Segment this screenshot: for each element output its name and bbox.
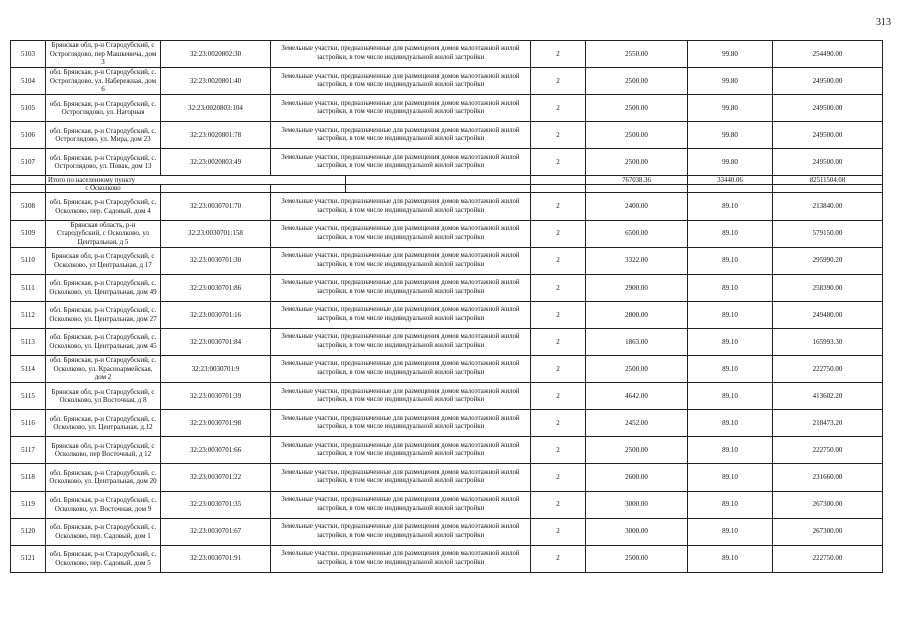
row-number-cell: 5117 <box>11 437 46 464</box>
area-cell: 2452.00 <box>586 410 688 437</box>
cadastral-value-cell: 249500.00 <box>773 68 883 95</box>
cadastral-value-cell: 267300.00 <box>773 518 883 545</box>
cadastral-value-cell: 413602.20 <box>773 383 883 410</box>
settlement-empty-cell <box>586 184 688 193</box>
table-row <box>11 545 883 572</box>
cadastral-number-cell: 32:23:0030701:39 <box>161 383 271 410</box>
row-number-cell: 5119 <box>11 491 46 518</box>
group-cell: 2 <box>531 491 586 518</box>
address-cell: Брянская область, р-н Стародубский, с Осколково, ул Центральная, д 5 <box>46 220 161 247</box>
area-cell: 3000.00 <box>586 518 688 545</box>
cadastral-number-cell: 32:23:0030701:16 <box>161 301 271 328</box>
row-number-cell: 5105 <box>11 95 46 122</box>
row-number-cell: 5107 <box>11 149 46 176</box>
cadastral-value-cell: 258390.00 <box>773 274 883 301</box>
row-number-cell: 5106 <box>11 122 46 149</box>
address-cell: обл. Брянская, р-н Стародубский, с. Осколково, ул. Центральная, дом 20 <box>46 464 161 491</box>
row-number-cell: 5113 <box>11 328 46 355</box>
purpose-cell: Земельные участки, предназначенные для размещения домов малоэтажной жилой застройки, в том числе индивидуальной жилой застройки <box>271 95 531 122</box>
row-number-cell: 5110 <box>11 247 46 274</box>
row-number-cell: 5111 <box>11 274 46 301</box>
table-row <box>11 41 883 68</box>
cadastral-number-cell: 32:23:0030701:30 <box>161 247 271 274</box>
table-row <box>11 247 883 274</box>
purpose-cell: Земельные участки, предназначенные для размещения домов малоэтажной жилой застройки, в том числе индивидуальной жилой застройки <box>271 193 531 220</box>
cadastral-value-cell: 213840.00 <box>773 193 883 220</box>
page-number: 313 <box>876 17 891 28</box>
table-row <box>11 122 883 149</box>
group-cell: 2 <box>531 356 586 383</box>
group-cell: 2 <box>531 464 586 491</box>
address-cell: обл. Брянская, р-н Стародубский, с. Остроглядово, ул. Мира, дом 23 <box>46 122 161 149</box>
purpose-cell: Земельные участки, предназначенные для размещения домов малоэтажной жилой застройки, в том числе индивидуальной жилой застройки <box>271 247 531 274</box>
row-number-cell: 5104 <box>11 68 46 95</box>
settlement-empty-cell <box>531 184 586 193</box>
subtotal-empty-cell <box>531 176 586 185</box>
table-row <box>11 491 883 518</box>
subtotal-empty-cell <box>346 176 531 185</box>
table-row <box>11 220 883 247</box>
table-row <box>11 464 883 491</box>
address-cell: обл. Брянская, р-н Стародубский, с. Осколково, ул. Восточная, дом 9 <box>46 491 161 518</box>
table-row <box>11 95 883 122</box>
area-cell: 3000.00 <box>586 491 688 518</box>
group-cell: 2 <box>531 410 586 437</box>
group-cell: 2 <box>531 95 586 122</box>
group-cell: 2 <box>531 247 586 274</box>
cadastral-value-cell: 222750.00 <box>773 545 883 572</box>
address-cell: Брянская обл, р-н Стародубский, с Осколково, ул Центральная, д 17 <box>46 247 161 274</box>
area-cell: 2500.00 <box>586 68 688 95</box>
area-cell: 2500.00 <box>586 356 688 383</box>
table-body-bottom <box>11 184 883 572</box>
cadastral-value-cell: 249500.00 <box>773 95 883 122</box>
upks-cell: 89.10 <box>688 518 773 545</box>
upks-cell: 99.80 <box>688 95 773 122</box>
group-cell: 2 <box>531 301 586 328</box>
table-row <box>11 328 883 355</box>
group-cell: 2 <box>531 122 586 149</box>
group-cell: 2 <box>531 68 586 95</box>
area-cell: 4642.00 <box>586 383 688 410</box>
upks-cell: 89.10 <box>688 491 773 518</box>
cadastral-value-cell: 218473.20 <box>773 410 883 437</box>
upks-cell: 89.10 <box>688 356 773 383</box>
purpose-cell: Земельные участки, предназначенные для размещения домов малоэтажной жилой застройки, в том числе индивидуальной жилой застройки <box>271 274 531 301</box>
group-cell: 2 <box>531 545 586 572</box>
cadastral-number-cell: 32:23:0030701:70 <box>161 193 271 220</box>
area-cell: 2500.00 <box>586 122 688 149</box>
subtotal-upks: 33440.06 <box>688 176 773 185</box>
purpose-cell: Земельные участки, предназначенные для размещения домов малоэтажной жилой застройки, в том числе индивидуальной жилой застройки <box>271 301 531 328</box>
cadastral-value-cell: 254490.00 <box>773 41 883 68</box>
cadastral-value-cell: 267300.00 <box>773 491 883 518</box>
upks-cell: 99.80 <box>688 122 773 149</box>
address-cell: обл. Брянская, р-н Стародубский, с. Осколково, ул. Центральная, дом 49 <box>46 274 161 301</box>
cadastral-value-cell: 222750.00 <box>773 437 883 464</box>
row-number-cell: 5115 <box>11 383 46 410</box>
cadastral-number-cell: 32:23:0030701:9 <box>161 356 271 383</box>
purpose-cell: Земельные участки, предназначенные для размещения домов малоэтажной жилой застройки, в том числе индивидуальной жилой застройки <box>271 356 531 383</box>
upks-cell: 89.10 <box>688 437 773 464</box>
upks-cell: 89.10 <box>688 464 773 491</box>
purpose-cell: Земельные участки, предназначенные для размещения домов малоэтажной жилой застройки, в том числе индивидуальной жилой застройки <box>271 491 531 518</box>
area-cell: 2800.00 <box>586 301 688 328</box>
purpose-cell: Земельные участки, предназначенные для размещения домов малоэтажной жилой застройки, в том числе индивидуальной жилой застройки <box>271 464 531 491</box>
address-cell: Брянская обл, р-н Стародубский, с Осколково, ул Восточная, д 8 <box>46 383 161 410</box>
row-number-cell: 5109 <box>11 220 46 247</box>
cadastral-number-cell: 32:23:0030701:67 <box>161 518 271 545</box>
subtotal-row <box>11 176 883 185</box>
upks-cell: 89.10 <box>688 220 773 247</box>
purpose-cell: Земельные участки, предназначенные для размещения домов малоэтажной жилой застройки, в том числе индивидуальной жилой застройки <box>271 518 531 545</box>
table-row <box>11 301 883 328</box>
upks-cell: 89.10 <box>688 545 773 572</box>
cadastral-number-cell: 32:23:0020801:78 <box>161 122 271 149</box>
area-cell: 2600.00 <box>586 464 688 491</box>
upks-cell: 99.80 <box>688 41 773 68</box>
settlement-empty-cell <box>688 184 773 193</box>
address-cell: обл. Брянская, р-н Стародубский, с. Остроглядово, ул. Нагорная <box>46 95 161 122</box>
table-row <box>11 410 883 437</box>
group-cell: 2 <box>531 383 586 410</box>
address-cell: обл. Брянская, р-н Стародубский, с. Осколково, ул. Центральная, д.12 <box>46 410 161 437</box>
group-cell: 2 <box>531 328 586 355</box>
group-cell: 2 <box>531 41 586 68</box>
cadastral-number-cell: 32:23:0030701:35 <box>161 491 271 518</box>
row-number-cell: 5108 <box>11 193 46 220</box>
purpose-cell: Земельные участки, предназначенные для размещения домов малоэтажной жилой застройки, в том числе индивидуальной жилой застройки <box>271 149 531 176</box>
area-cell: 2900.00 <box>586 274 688 301</box>
settlement-empty-cell <box>346 184 531 193</box>
purpose-cell: Земельные участки, предназначенные для размещения домов малоэтажной жилой застройки, в том числе индивидуальной жилой застройки <box>271 410 531 437</box>
table-row <box>11 383 883 410</box>
row-number-cell: 5116 <box>11 410 46 437</box>
cadastral-number-cell: 32:23:0020801:40 <box>161 68 271 95</box>
group-cell: 2 <box>531 149 586 176</box>
address-cell: обл. Брянская, р-н Стародубский, с. Осколково, пер. Садовый, дом 5 <box>46 545 161 572</box>
cadastral-number-cell: 32:23:0030701:22 <box>161 464 271 491</box>
purpose-cell: Земельные участки, предназначенные для размещения домов малоэтажной жилой застройки, в том числе индивидуальной жилой застройки <box>271 437 531 464</box>
purpose-cell: Земельные участки, предназначенные для размещения домов малоэтажной жилой застройки, в том числе индивидуальной жилой застройки <box>271 545 531 572</box>
area-cell: 6500.00 <box>586 220 688 247</box>
table-row <box>11 274 883 301</box>
settlement-empty-cell <box>773 184 883 193</box>
upks-cell: 89.10 <box>688 410 773 437</box>
row-number-cell: 5120 <box>11 518 46 545</box>
table-row <box>11 356 883 383</box>
cadastral-value-cell: 579150.00 <box>773 220 883 247</box>
settlement-label: с Осколково <box>46 184 161 193</box>
address-cell: обл. Брянская, р-н Стародубский, с. Остроглядово, ул. Набережная, дом 6 <box>46 68 161 95</box>
cadastral-number-cell: 32:23:0020802:30 <box>161 41 271 68</box>
cadastral-number-cell: 32:23:0030701:66 <box>161 437 271 464</box>
address-cell: обл. Брянская, р-н Стародубский, с. Остроглядово, ул. Повак, дом 13 <box>46 149 161 176</box>
table-row <box>11 518 883 545</box>
table-row <box>11 149 883 176</box>
table-row <box>11 437 883 464</box>
settlement-header-row <box>11 184 883 193</box>
purpose-cell: Земельные участки, предназначенные для размещения домов малоэтажной жилой застройки, в том числе индивидуальной жилой застройки <box>271 122 531 149</box>
row-number-cell: 5118 <box>11 464 46 491</box>
subtotal-section <box>11 176 883 185</box>
group-cell: 2 <box>531 518 586 545</box>
upks-cell: 89.10 <box>688 383 773 410</box>
purpose-cell: Земельные участки, предназначенные для размещения домов малоэтажной жилой застройки, в том числе индивидуальной жилой застройки <box>271 383 531 410</box>
cadastral-value-cell: 249500.00 <box>773 122 883 149</box>
purpose-cell: Земельные участки, предназначенные для размещения домов малоэтажной жилой застройки, в том числе индивидуальной жилой застройки <box>271 41 531 68</box>
area-cell: 2500.00 <box>586 437 688 464</box>
group-cell: 2 <box>531 193 586 220</box>
address-cell: Брянская обл, р-н Стародубский, с Остроглядово, пер Машкевича, дом 3 <box>46 41 161 68</box>
address-cell: Брянская обл, р-н Стародубский, с Осколково, пер Восточный, д 12 <box>46 437 161 464</box>
subtotal-area: 767038.36 <box>586 176 688 185</box>
cadastral-number-cell: 32:23:0030701:84 <box>161 328 271 355</box>
row-number-cell: 5121 <box>11 545 46 572</box>
address-cell: обл. Брянская, р-н Стародубский, с. Осколково, пер. Садовый, дом 1 <box>46 518 161 545</box>
table-body-top <box>11 41 883 176</box>
area-cell: 2500.00 <box>586 545 688 572</box>
area-cell: 1863.00 <box>586 328 688 355</box>
upks-cell: 89.10 <box>688 328 773 355</box>
row-number-cell: 5103 <box>11 41 46 68</box>
group-cell: 2 <box>531 220 586 247</box>
cadastral-number-cell: 32:23:0020803:104 <box>161 95 271 122</box>
upks-cell: 99.80 <box>688 68 773 95</box>
upks-cell: 89.10 <box>688 193 773 220</box>
address-cell: обл. Брянская, р-н Стародубский, с. Осколково, ул. Красноармейская, дом 2 <box>46 356 161 383</box>
row-number-cell: 5112 <box>11 301 46 328</box>
cadastral-number-cell: 32:23:0030701:98 <box>161 410 271 437</box>
area-cell: 2550.00 <box>586 41 688 68</box>
address-cell: обл. Брянская, р-н Стародубский, с. Осколково, ул. Центральная, дом 27 <box>46 301 161 328</box>
cadastral-value-cell: 165993.30 <box>773 328 883 355</box>
settlement-empty-cell <box>271 184 346 193</box>
purpose-cell: Земельные участки, предназначенные для размещения домов малоэтажной жилой застройки, в том числе индивидуальной жилой застройки <box>271 220 531 247</box>
upks-cell: 89.10 <box>688 274 773 301</box>
group-cell: 2 <box>531 274 586 301</box>
table-row <box>11 68 883 95</box>
settlement-empty-cell <box>161 184 271 193</box>
upks-cell: 99.80 <box>688 149 773 176</box>
cadastral-value-cell: 222750.00 <box>773 356 883 383</box>
area-cell: 3322.00 <box>586 247 688 274</box>
purpose-cell: Земельные участки, предназначенные для размещения домов малоэтажной жилой застройки, в том числе индивидуальной жилой застройки <box>271 68 531 95</box>
area-cell: 2500.00 <box>586 149 688 176</box>
row-number-cell: 5114 <box>11 356 46 383</box>
address-cell: обл. Брянская, р-н Стародубский, с. Осколково, ул. Центральная, дом 45 <box>46 328 161 355</box>
cadastral-value-cell: 249480.00 <box>773 301 883 328</box>
cadastral-value-cell: 249500.00 <box>773 149 883 176</box>
cadastral-number-cell: 32:23:0030701:86 <box>161 274 271 301</box>
purpose-cell: Земельные участки, предназначенные для размещения домов малоэтажной жилой застройки, в том числе индивидуальной жилой застройки <box>271 328 531 355</box>
settlement-empty-cell <box>11 184 46 193</box>
area-cell: 2400.00 <box>586 193 688 220</box>
cadastral-number-cell: 32:23:0020803:49 <box>161 149 271 176</box>
subtotal-empty-cell <box>11 176 46 185</box>
upks-cell: 89.10 <box>688 301 773 328</box>
subtotal-value: 82511504.08 <box>773 176 883 185</box>
cadastral-number-cell: 32:23:0030701:91 <box>161 545 271 572</box>
area-cell: 2500.00 <box>586 95 688 122</box>
cadastral-number-cell: 32:23:0030701:158 <box>161 220 271 247</box>
cadastral-value-cell: 231660.00 <box>773 464 883 491</box>
cadastral-value-cell: 295990.20 <box>773 247 883 274</box>
subtotal-label: Итого по населенному пункту <box>46 176 346 185</box>
upks-cell: 89.10 <box>688 247 773 274</box>
address-cell: обл. Брянская, р-н Стародубский, с. Осколково, пер. Садовый, дом 4 <box>46 193 161 220</box>
cadastral-value-table <box>10 40 883 573</box>
group-cell: 2 <box>531 437 586 464</box>
table-row <box>11 193 883 220</box>
